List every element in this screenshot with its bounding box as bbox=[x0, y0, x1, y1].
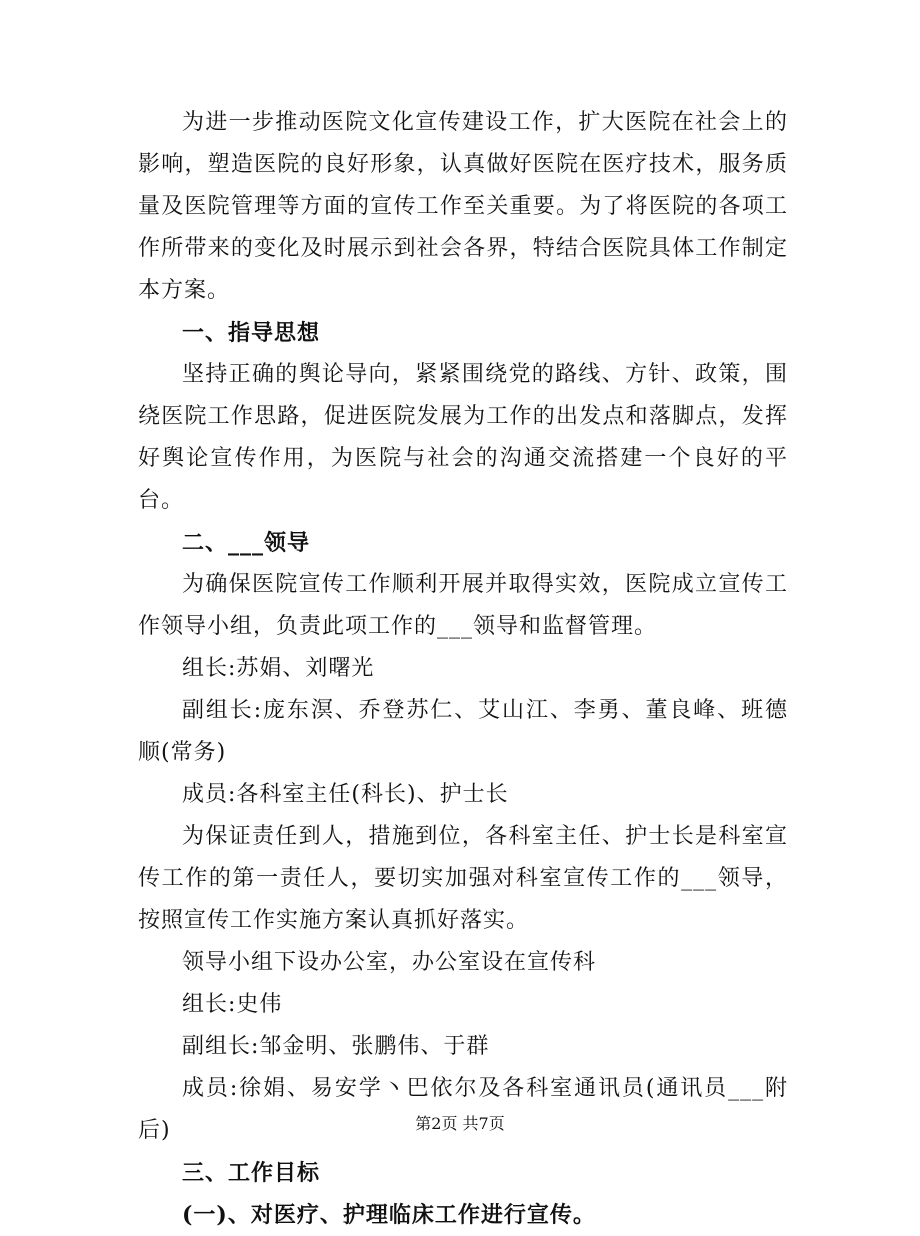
office-line: 领导小组下设办公室，办公室设在宣传科 bbox=[182, 950, 597, 975]
document-body bbox=[138, 102, 788, 1236]
leader-line: 组长:苏娟、刘曙光 bbox=[182, 656, 375, 681]
members-line: 成员:各科室主任(科长)、护士长 bbox=[182, 782, 509, 807]
page-number-footer: 第2页 共7页 bbox=[415, 1114, 505, 1133]
office-leader-line: 组长:史伟 bbox=[182, 992, 283, 1017]
intro-paragraph: 为进一步推动医院文化宣传建设工作，扩大医院在社会上的影响，塑造医院的良好形象，认真做好医院在医疗技术，服务质量及医院管理等方面的宣传工作至关重要。为了将医院的各项工作所带来的变化及时展示到社会各界，特结合医院具体工作制定本方案。 bbox=[138, 110, 788, 303]
office-deputy-line: 副组长:邹金明、张鹏伟、于群 bbox=[182, 1034, 490, 1059]
subsection-heading-medical-nursing: (一)、对医疗、护理临床工作进行宣传。 bbox=[182, 1202, 596, 1228]
office-members-line: 成员:徐娟、易安学丶巴依尔及各科室通讯员(通讯员___附后) bbox=[138, 1076, 788, 1143]
section-heading-work-goals: 三、工作目标 bbox=[182, 1160, 321, 1186]
section-heading-leadership: 二、___领导 bbox=[182, 530, 311, 556]
leadership-paragraph: 为确保医院宣传工作顺利开展并取得实效，医院成立宣传工作领导小组，负责此项工作的___领导和监督管理。 bbox=[138, 572, 788, 639]
section-heading-guiding-ideology: 一、指导思想 bbox=[182, 320, 321, 346]
guiding-ideology-paragraph: 坚持正确的舆论导向，紧紧围绕党的路线、方针、政策，围绕医院工作思路，促进医院发展为工作的出发点和落脚点，发挥好舆论宣传作用，为医院与社会的沟通交流搭建一个良好的平台。 bbox=[138, 362, 788, 513]
responsibility-paragraph: 为保证责任到人，措施到位，各科室主任、护士长是科室宣传工作的第一责任人，要切实加强对科室宣传工作的___领导，按照宣传工作实施方案认真抓好落实。 bbox=[138, 824, 788, 933]
deputy-leader-line: 副组长:庞东溟、乔登苏仁、艾山江、李勇、董良峰、班德顺(常务) bbox=[138, 698, 788, 765]
